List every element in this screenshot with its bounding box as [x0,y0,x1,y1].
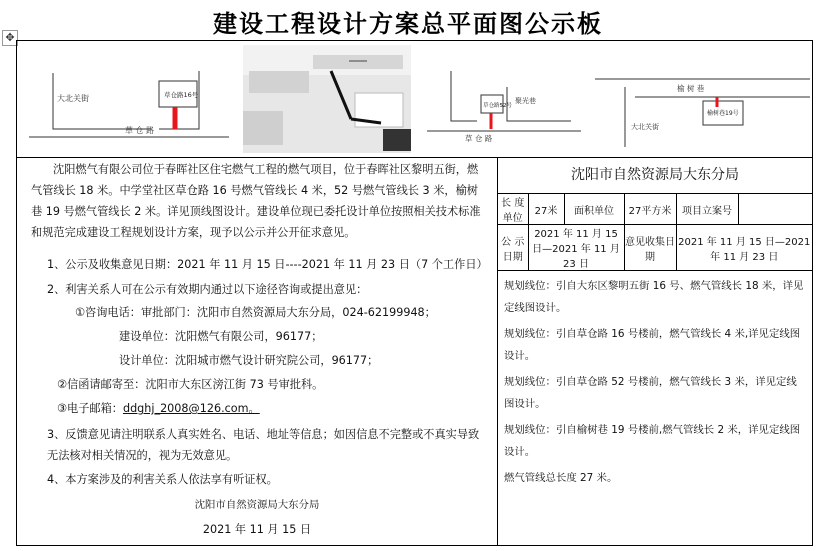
info-panel [498,157,812,545]
notice-board [16,40,813,546]
notice-item-1: 1、公示及收集意见日期：2021 年 11 月 15 日----2021 年 11 月 23 日（7 个工作日） [47,258,488,271]
email-link[interactable]: ddghj_2008@126.com。 [122,402,260,415]
publicity-date-value: 2021 年 11 月 15 日—2021 年 11 月 23 日 [528,225,624,271]
notice-item-4: 4、本方案涉及的利害关系人依法享有听证权。 [47,473,278,486]
agency-title: 沈阳市自然资源局大东分局 [498,157,812,194]
site-map-caocang-16 [19,41,231,157]
length-unit-label: 长 度单位 [498,194,528,225]
route-item: 规划线位：引自榆树巷 19 号楼前,燃气管线长 2 米，详见定线图设计。 [504,424,801,458]
route-item: 规划线位：引自草仓路 16 号楼前，燃气管线长 4 米,详见定线图设计。 [504,328,801,362]
road-label-caocang: 草 仓 路 [465,134,493,143]
route-item: 规划线位：引自草仓路 52 号楼前，燃气管线长 3 米，详见定线图设计。 [504,376,797,410]
road-outline-left [451,71,477,121]
collection-date-label: 意见收集日期 [624,225,676,271]
publicity-date-label: 公 示日期 [498,225,528,271]
board-title: 建设工程设计方案总平面图公示板 [213,9,603,38]
contact-phone: ①咨询电话：审批部门：沈阳市自然资源局大东分局，024-62199948； [75,306,436,319]
map-block [249,71,309,93]
notice-signature: 沈阳市自然资源局大东分局 [194,499,320,511]
contact-mail: ②信函请邮寄至：沈阳市大东区滂江街 73 号审批科。 [57,378,324,391]
move-handle-icon[interactable]: ✥ [2,30,18,46]
area-unit-label: 面积单位 [564,194,624,225]
site-map-photo [243,41,411,157]
contact-designer: 设计单位：沈阳城市燃气设计研究院公司，96177； [119,354,379,367]
building-label: 榆树巷19号 [707,110,739,117]
project-id-value [738,194,812,225]
notice-body [17,157,498,545]
contact-email [57,398,489,419]
street-label-dabeiguan: 大北关街 [631,123,659,131]
site-map-caocang-52 [421,41,587,157]
notice-date: 2021 年 11 月 15 日 [202,523,312,536]
site-map-yushu-19 [595,41,810,157]
map-block [313,55,403,69]
notice-intro: 沈阳燃气有限公司位于春晖社区住宅燃气工程的燃气项目，位于春晖社区黎明五街，燃气管线长 18 米。中学堂社区草仓路 16 号燃气管线长 4 米，52 号燃气管线长 3 米，榆树巷 19 号燃气管线长 2 米。详见顶线图设计。建设单位现已委托设计单位按照相关技术标准和规范完成建设工程规划设计方案，现予以公示并公开征求意见。 [31,163,481,239]
notice-item-2: 2、利害关系人可在公示有效期内通过以下途径咨询或提出意见： [47,283,368,296]
contact-builder: 建设单位：沈阳燃气有限公司，96177； [119,330,323,343]
road-label-yushu: 榆 树 巷 [677,84,705,93]
road-label-caocang: 草 仓 路 [125,126,155,135]
map-block [243,111,283,145]
collection-date-value: 2021 年 11 月 15 日—2021 年 11 月 23 日 [676,225,812,271]
project-info-table [498,194,812,271]
pipeline-route-list [498,271,812,489]
email-label: ③电子邮箱： [57,402,123,415]
pipeline-total: 燃气管线总长度 27 米。 [504,472,618,484]
length-unit-value: 27米 [528,194,564,225]
building-label: 草仓路52号 [483,103,512,109]
route-item: 规划线位：引自大东区黎明五街 16 号、燃气管线长 18 米，详见定线图设计。 [504,280,804,314]
project-id-label: 项目立案号 [676,194,738,225]
notice-item-3: 3、反馈意见请注明联系人真实姓名、电话、地址等信息；如因信息不完整或不真实导致无法核对相关情况的，视为无效意见。 [47,428,480,462]
site-maps-row [17,41,812,158]
area-unit-value: 27平方米 [624,194,676,225]
building-label: 草仓路16号 [164,91,199,99]
street-label-dabeiguan: 大北关街 [57,94,89,103]
map-block [383,129,411,151]
road-label-jugang: 聚光巷 [515,97,536,105]
